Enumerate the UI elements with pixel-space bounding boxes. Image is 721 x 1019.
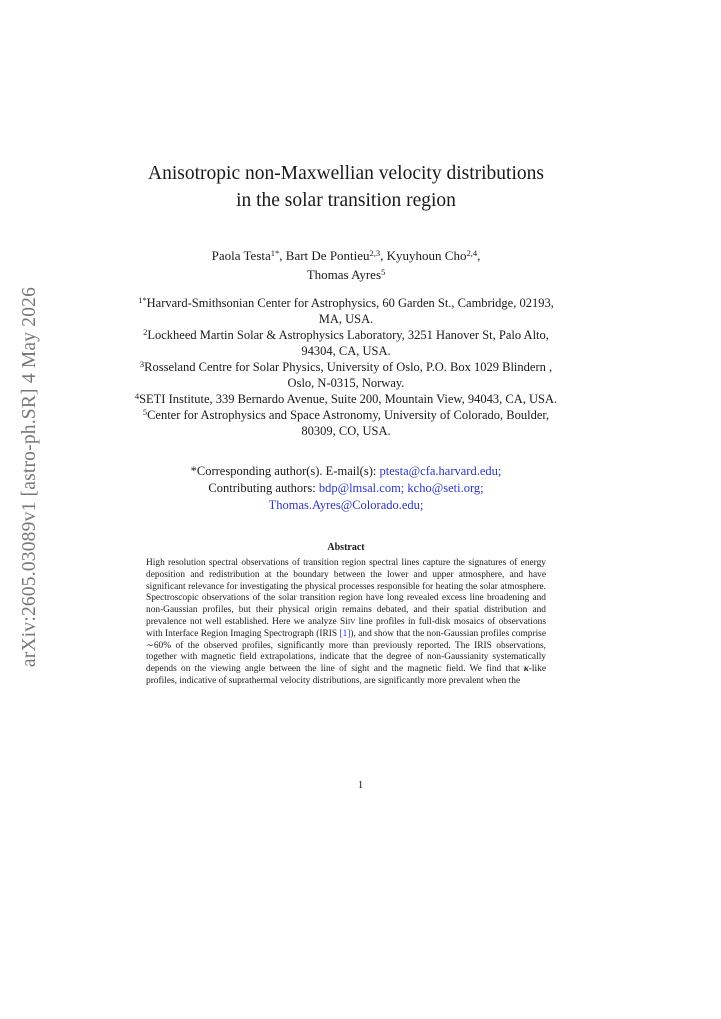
affiliation [130, 359, 562, 391]
corresponding-email-link[interactable]: ptesta@cfa.harvard.edu; [379, 464, 502, 478]
title-line-2: in the solar transition region [236, 190, 456, 211]
author-separator: , [279, 248, 286, 263]
affiliation-text: Harvard-Smithsonian Center for Astrophysics, 60 Garden St., Cambridge, 02193, MA, USA. [146, 296, 554, 326]
title-line-1: Anisotropic non-Maxwellian velocity distributions [148, 163, 544, 184]
paper-title [130, 160, 562, 214]
affiliation-mark: 2 [143, 327, 148, 337]
affiliation [130, 407, 562, 439]
contributing-label: Contributing authors: [208, 481, 316, 495]
abstract-segment: -like profiles, indicative of suprathermal velocity distributions, are significantly more prevalent when the [146, 664, 546, 686]
correspondence-block [130, 463, 562, 514]
author-affiliation-mark: 1* [270, 248, 280, 258]
author-separator: , [380, 248, 387, 263]
author-affiliation-mark: 2,3 [369, 248, 381, 258]
arxiv-identifier-sidebar [14, 262, 46, 692]
affiliation-text: Center for Astrophysics and Space Astronomy, University of Colorado, Boulder, 80309, CO, USA. [147, 408, 550, 438]
page-number: 1 [357, 779, 364, 791]
abstract-heading: Abstract [327, 542, 365, 553]
affiliation-list [130, 295, 562, 439]
affiliation-mark: 1* [138, 295, 147, 305]
author-name: Bart De Pontieu [285, 248, 370, 263]
affiliation-text: SETI Institute, 339 Bernardo Avenue, Suite 200, Mountain View, 94043, CA, USA. [139, 392, 558, 406]
citation-link[interactable]: [1] [339, 628, 351, 639]
corresponding-label: *Corresponding author(s). E-mail(s): [190, 464, 377, 478]
affiliation-mark: 3 [139, 359, 145, 369]
contributing-email-link[interactable]: bdp@lmsal.com; [318, 481, 405, 495]
contributing-email-link[interactable]: Thomas.Ayres@Colorado.edu; [268, 498, 424, 512]
kappa-symbol: κ [523, 664, 529, 675]
author-name: Kyuyhoun Cho [386, 248, 467, 263]
affiliation-text: Lockheed Martin Solar & Astrophysics Laboratory, 3251 Hanover St, Palo Alto, 94304, CA, USA. [147, 328, 549, 358]
affiliation [130, 391, 562, 407]
affiliation [130, 327, 562, 359]
author-name: Paola Testa [211, 248, 271, 263]
affiliation-text: Rosseland Centre for Solar Physics, University of Oslo, P.O. Box 1029 Blindern , Oslo, N-0315, Norway. [144, 360, 553, 390]
paper-front-page [130, 160, 562, 688]
author-name: Thomas Ayres [306, 267, 382, 282]
abstract-ion-stage: iv [347, 616, 356, 627]
author-separator: , [477, 248, 481, 263]
abstract-segment: line profiles in full-disk mosaics of observations with Interface Region Imaging Spectrograph (IRIS [146, 616, 546, 639]
author-affiliation-mark: 2,4 [466, 248, 478, 258]
affiliation [130, 295, 562, 327]
arxiv-identifier: arXiv:2605.03089v1 [astro-ph.SR] 4 May 2026 [19, 286, 40, 668]
abstract-segment: ), and show that the non-Gaussian profiles comprise ∼60% of the observed profiles, significantly more than previously reported. The IRIS observations, together with magnetic field extrapolations, indicate that the degree of non-Gaussianity systematically depends on the viewing angle between the line of sight and the magnetic field. We find that [146, 628, 546, 675]
abstract-segment: High resolution spectral observations of transition region spectral lines capture the signatures of energy deposition and redistribution at the boundary between the lower and upper atmosphere, and have significant relevance for investigating the physical processes responsible for heating the solar atmosphere. Spectroscopic observations of the solar transition region have long revealed excess line broadening and non-Gaussian profiles, but their physical origin remains debated, and their spatial distribution and prevalence not well established. Here we analyze Si [146, 558, 546, 627]
affiliation-mark: 4 [134, 391, 140, 401]
author-affiliation-mark: 5 [381, 267, 386, 277]
affiliation-mark: 5 [142, 407, 148, 417]
author-list [130, 246, 562, 284]
contributing-email-link[interactable]: kcho@seti.org; [407, 481, 484, 495]
abstract-text [146, 558, 546, 688]
